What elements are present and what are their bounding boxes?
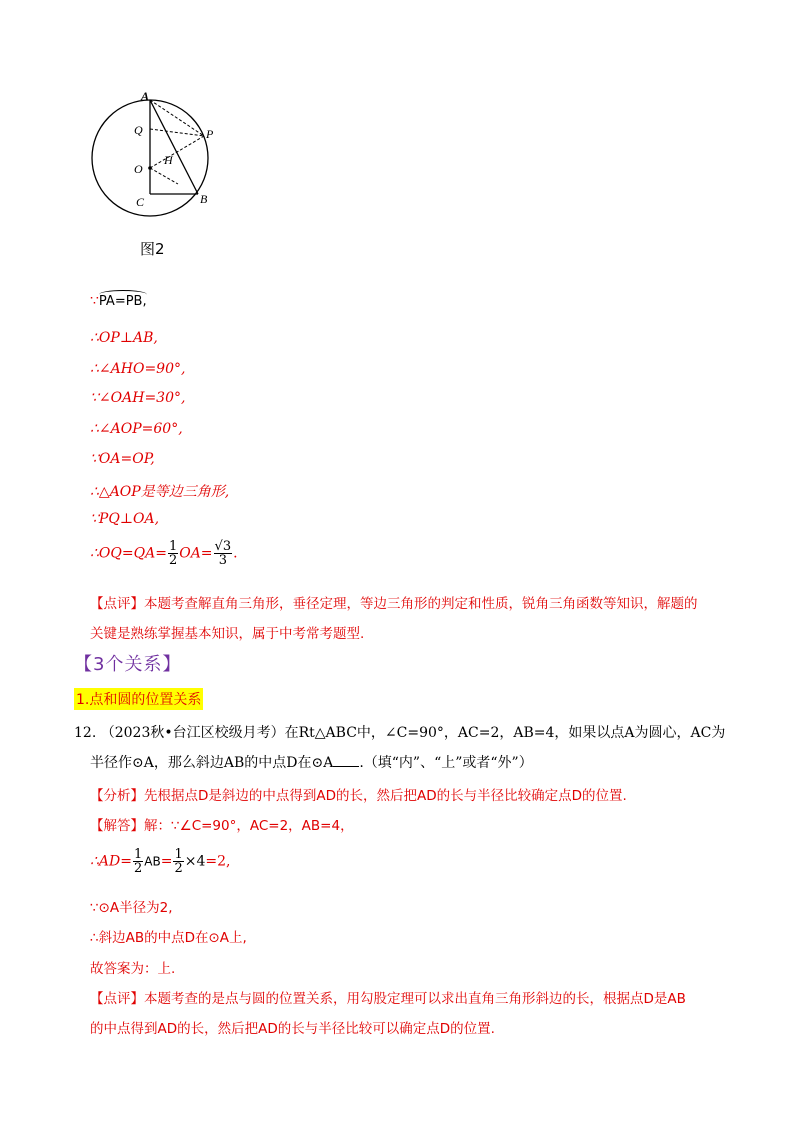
question-line-1	[74, 722, 725, 742]
label-o: O	[134, 162, 143, 176]
answer-blank	[333, 766, 359, 767]
dashed-op	[150, 136, 204, 168]
comment-1-line-2: 关键是熟练掌握基本知识，属于中考常考题型.	[90, 626, 365, 642]
solution-line-7: ∴△AOP是等边三角形,	[90, 484, 230, 500]
analysis-line: 【分析】先根据点D是斜边的中点得到AD的长，然后把AD的长与半径比较确定点D的位置.	[90, 788, 627, 804]
solution-line-5: ∴∠AOP=60°,	[90, 421, 183, 437]
answer-line-5: 故答案为：上.	[90, 961, 176, 977]
label-a: A	[141, 89, 150, 103]
arc-expression: PA=PB,	[99, 290, 147, 309]
because-symbol: ∵	[90, 293, 99, 309]
answer-line-3: ∵⊙A半径为2,	[90, 900, 173, 916]
section-title: 【3个关系】	[74, 654, 182, 675]
geometry-figure	[88, 88, 238, 228]
solution-line-3: ∴∠AHO=90°,	[90, 361, 186, 377]
label-c: C	[136, 195, 145, 209]
dashed-oh	[150, 168, 178, 184]
figure-caption: 图2	[140, 240, 165, 258]
dashed-qp	[150, 129, 204, 136]
solution-line-8: ∵PQ⊥OA,	[90, 511, 160, 527]
label-q: Q	[134, 123, 143, 137]
solution-line-1	[90, 290, 147, 309]
point-o	[148, 166, 152, 170]
fraction-sqrt3-over-3: $\frac{√3}{3}$	[214, 539, 232, 568]
question-line-2: 半径作⊙A，那么斜边AB的中点D在⊙A .（填“内”、“上”或者“外”）	[90, 755, 533, 771]
label-p: P	[206, 127, 214, 141]
comment-2-line-2: 的中点得到AD的长，然后把AD的长与半径比较可以确定点D的位置.	[90, 1021, 495, 1037]
solution-line-9: ∴OQ=QA= $\frac{1}{2}$ OA= $\frac{√3}{3}$ .	[90, 539, 238, 568]
answer-line-4: ∴斜边AB的中点D在⊙A上,	[90, 930, 247, 946]
segment-ab	[150, 100, 198, 194]
answer-line-2: ∴AD= $\frac{1}{2}$ AB= $\frac{1}{2}$ ×4=2,	[90, 847, 231, 876]
label-h: H	[164, 153, 173, 167]
question-number: 12.	[74, 725, 97, 741]
solution-line-2: ∴OP⊥AB,	[90, 330, 158, 346]
comment-2-line-1: 【点评】本题考查的是点与圆的位置关系，用勾股定理可以求出直角三角形斜边的长，根据点D是AB	[90, 991, 686, 1007]
solution-line-6: ∵OA=OP,	[90, 451, 155, 467]
fraction-one-half: $\frac{1}{2}$	[168, 539, 178, 568]
question-text-1: （2023秋•台江区校级月考）在Rt△ABC中，∠C=90°，AC=2，AB=4，如果以点A为圆心，AC为	[100, 725, 726, 741]
solution-line-4: ∵∠OAH=30°,	[90, 390, 186, 406]
subsection-highlight: 1.点和圆的位置关系	[74, 688, 203, 710]
comment-1-line-1: 【点评】本题考查解直角三角形，垂径定理，等边三角形的判定和性质，锐角三角函数等知识，解题的	[90, 596, 698, 612]
label-b: B	[200, 192, 208, 206]
answer-line-1: 【解答】解：∵∠C=90°，AC=2，AB=4，	[90, 818, 354, 834]
dashed-ap	[150, 100, 204, 136]
